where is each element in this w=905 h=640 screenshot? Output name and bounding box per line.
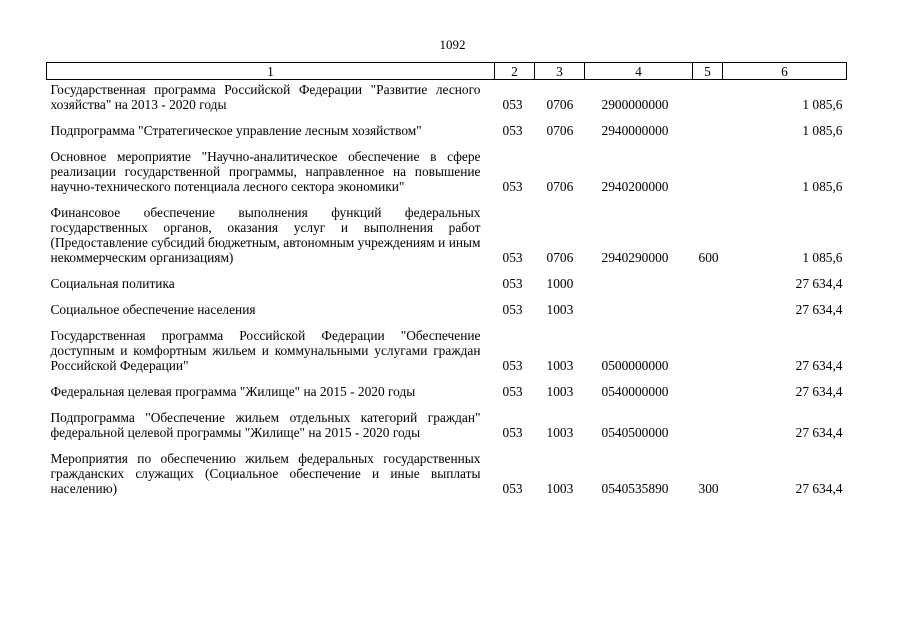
row-csr: 0500000000 bbox=[601, 358, 669, 373]
row-sum: 27 634,4 bbox=[795, 302, 843, 317]
row-csr bbox=[585, 302, 693, 328]
row-razdel: 0706 bbox=[546, 123, 574, 138]
row-sum: 27 634,4 bbox=[795, 384, 843, 399]
row-vr: 600 bbox=[698, 250, 719, 265]
row-sum: 1 085,6 bbox=[802, 123, 843, 138]
table-row bbox=[47, 149, 847, 205]
header-col-4: 4 bbox=[585, 63, 693, 80]
header-col-5: 5 bbox=[693, 63, 723, 80]
row-razdel: 1003 bbox=[546, 425, 574, 440]
table-row bbox=[47, 451, 847, 507]
row-ved: 053 bbox=[502, 123, 523, 138]
page-number: 1092 bbox=[439, 37, 466, 52]
row-name: Социальное обеспечение населения bbox=[50, 302, 256, 317]
row-csr: 0540500000 bbox=[601, 425, 669, 440]
row-ved: 053 bbox=[502, 276, 523, 291]
row-csr: 2940290000 bbox=[601, 250, 669, 265]
row-ved: 053 bbox=[502, 358, 523, 373]
row-vr bbox=[693, 384, 723, 410]
row-name: Государственная программа Российской Федерации "Обеспечение доступным и комфортным жильем и коммунальными услугами граждан Российской Федерации" bbox=[50, 328, 481, 373]
header-col-3: 3 bbox=[535, 63, 585, 80]
row-razdel: 0706 bbox=[546, 179, 574, 194]
row-vr bbox=[693, 410, 723, 451]
table-row bbox=[47, 123, 847, 149]
row-name: Подпрограмма "Стратегическое управление лесным хозяйством" bbox=[50, 123, 422, 138]
row-razdel: 0706 bbox=[546, 250, 574, 265]
row-csr: 2940000000 bbox=[601, 123, 669, 138]
row-csr: 0540000000 bbox=[601, 384, 669, 399]
row-csr: 0540535890 bbox=[601, 481, 669, 496]
row-sum: 27 634,4 bbox=[795, 276, 843, 291]
header-row bbox=[47, 63, 847, 80]
row-csr: 2900000000 bbox=[601, 97, 669, 112]
row-vr bbox=[693, 149, 723, 205]
row-name: Федеральная целевая программа "Жилище" на 2015 - 2020 годы bbox=[50, 384, 416, 399]
table-row bbox=[47, 410, 847, 451]
row-sum: 27 634,4 bbox=[795, 425, 843, 440]
row-razdel: 1003 bbox=[546, 302, 574, 317]
budget-table bbox=[46, 62, 847, 507]
row-ved: 053 bbox=[502, 250, 523, 265]
row-razdel: 1003 bbox=[546, 384, 574, 399]
row-csr bbox=[585, 276, 693, 302]
row-sum: 1 085,6 bbox=[802, 97, 843, 112]
row-razdel: 0706 bbox=[546, 97, 574, 112]
table-row bbox=[47, 302, 847, 328]
row-name: Основное мероприятие "Научно-аналитическое обеспечение в сфере реализации государственной программы, направленное на повышение научно-технического потенциала лесного сектора экономики" bbox=[50, 149, 481, 194]
row-name: Государственная программа Российской Федерации "Развитие лесного хозяйства" на 2013 - 2020 годы bbox=[50, 82, 481, 112]
row-vr bbox=[693, 276, 723, 302]
row-name: Социальная политика bbox=[50, 276, 175, 291]
row-ved: 053 bbox=[502, 481, 523, 496]
row-sum: 1 085,6 bbox=[802, 250, 843, 265]
row-vr: 300 bbox=[698, 481, 719, 496]
row-name: Подпрограмма "Обеспечение жильем отдельных категорий граждан" федеральной целевой программы "Жилище" на 2015 - 2020 годы bbox=[50, 410, 481, 440]
row-vr bbox=[693, 302, 723, 328]
table-body bbox=[47, 80, 847, 508]
table-row bbox=[47, 384, 847, 410]
row-name: Мероприятия по обеспечению жильем федеральных государственных гражданских служащих (Социальное обеспечение и иные выплаты населению) bbox=[50, 451, 481, 496]
row-razdel: 1003 bbox=[546, 481, 574, 496]
row-ved: 053 bbox=[502, 179, 523, 194]
table-row bbox=[47, 276, 847, 302]
table-row bbox=[47, 328, 847, 384]
row-vr bbox=[693, 80, 723, 124]
row-ved: 053 bbox=[502, 302, 523, 317]
row-ved: 053 bbox=[502, 97, 523, 112]
header-col-1: 1 bbox=[47, 63, 495, 80]
header-col-2: 2 bbox=[495, 63, 535, 80]
table-row bbox=[47, 205, 847, 276]
header-col-6: 6 bbox=[723, 63, 847, 80]
table-header bbox=[47, 63, 847, 80]
row-sum: 27 634,4 bbox=[795, 481, 843, 496]
row-vr bbox=[693, 123, 723, 149]
row-sum: 27 634,4 bbox=[795, 358, 843, 373]
row-name: Финансовое обеспечение выполнения функций федеральных государственных органов, оказания услуг и выполнения работ (Предоставление субсидий бюджетным, автономным учреждениям и иным некоммерческим организациям) bbox=[50, 205, 481, 265]
row-sum: 1 085,6 bbox=[802, 179, 843, 194]
row-csr: 2940200000 bbox=[601, 179, 669, 194]
row-ved: 053 bbox=[502, 425, 523, 440]
table-row bbox=[47, 80, 847, 124]
row-razdel: 1003 bbox=[546, 358, 574, 373]
row-vr bbox=[693, 328, 723, 384]
row-razdel: 1000 bbox=[546, 276, 574, 291]
row-ved: 053 bbox=[502, 384, 523, 399]
